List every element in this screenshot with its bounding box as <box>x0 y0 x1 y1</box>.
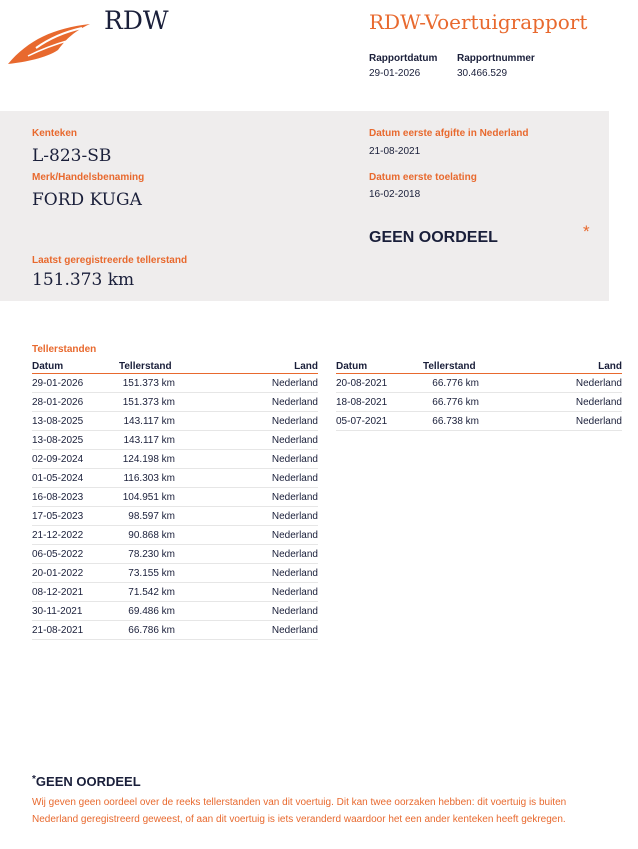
reading-date: 08-12-2021 <box>32 583 119 602</box>
reading-odometer: 66.786 km <box>119 621 219 640</box>
col-datum: Datum <box>336 359 423 374</box>
col-land: Land <box>523 359 622 374</box>
reading-country: Nederland <box>219 393 318 412</box>
reading-country: Nederland <box>219 431 318 450</box>
reading-country: Nederland <box>219 469 318 488</box>
reading-country: Nederland <box>523 412 622 431</box>
reading-date: 29-01-2026 <box>32 374 119 393</box>
col-land: Land <box>219 359 318 374</box>
reading-date: 16-08-2023 <box>32 488 119 507</box>
reading-date: 21-12-2022 <box>32 526 119 545</box>
table-row <box>32 621 318 640</box>
reading-odometer: 66.738 km <box>423 412 523 431</box>
brand-name: RDW <box>104 6 169 35</box>
reading-odometer: 66.776 km <box>423 393 523 412</box>
reading-country: Nederland <box>219 545 318 564</box>
footnote-title <box>32 774 141 789</box>
reading-country: Nederland <box>219 526 318 545</box>
reading-country: Nederland <box>219 583 318 602</box>
reading-date: 30-11-2021 <box>32 602 119 621</box>
last-odometer-label: Laatst geregistreerde tellerstand <box>32 255 188 266</box>
table-row <box>32 526 318 545</box>
first-nl-label: Datum eerste afgifte in Nederland <box>369 128 529 139</box>
reading-odometer: 151.373 km <box>119 374 219 393</box>
table-row <box>32 469 318 488</box>
last-odometer-value: 151.373 km <box>32 270 135 290</box>
reading-date: 28-01-2026 <box>32 393 119 412</box>
report-date-label: Rapportdatum <box>369 53 438 64</box>
table-header-row <box>32 359 318 374</box>
reading-date: 21-08-2021 <box>32 621 119 640</box>
report-date-block <box>369 53 437 79</box>
plate-label: Kenteken <box>32 128 78 139</box>
plate-value: L-823-SB <box>32 146 112 166</box>
table-row <box>32 488 318 507</box>
col-tellerstand: Tellerstand <box>423 359 523 374</box>
reading-country: Nederland <box>523 374 622 393</box>
table-row <box>32 412 318 431</box>
footnote-asterisk: * <box>32 774 36 785</box>
first-admission-label: Datum eerste toelating <box>369 172 477 183</box>
reading-odometer: 98.597 km <box>119 507 219 526</box>
readings-table-left <box>32 359 318 640</box>
reading-date: 20-08-2021 <box>336 374 423 393</box>
table-row <box>32 602 318 621</box>
reading-odometer: 71.542 km <box>119 583 219 602</box>
reading-country: Nederland <box>219 564 318 583</box>
reading-odometer: 143.117 km <box>119 412 219 431</box>
col-datum: Datum <box>32 359 119 374</box>
reading-odometer: 124.198 km <box>119 450 219 469</box>
reading-odometer: 69.486 km <box>119 602 219 621</box>
report-date: 29-01-2026 <box>369 68 421 79</box>
table-row <box>336 393 622 412</box>
reading-odometer: 116.303 km <box>119 469 219 488</box>
reading-odometer: 66.776 km <box>423 374 523 393</box>
reading-country: Nederland <box>219 621 318 640</box>
report-number-label: Rapportnummer <box>457 53 535 64</box>
reading-country: Nederland <box>219 488 318 507</box>
reading-date: 17-05-2023 <box>32 507 119 526</box>
footnote-text: Wij geven geen oordeel over de reeks tellerstanden van dit voertuig. Dit kan twee oorzaken hebben: dit voertuig is buiten Nederland geregistreerd geweest, of aan dit voertuig is iets veranderd waardoor het een ander kenteken heeft gekregen. <box>32 797 567 825</box>
make-value: FORD KUGA <box>32 190 142 210</box>
readings-table-right <box>336 359 622 431</box>
col-tellerstand: Tellerstand <box>119 359 219 374</box>
reading-odometer: 78.230 km <box>119 545 219 564</box>
reading-date: 02-09-2024 <box>32 450 119 469</box>
reading-date: 20-01-2022 <box>32 564 119 583</box>
report-number-block <box>457 53 535 79</box>
reading-country: Nederland <box>219 602 318 621</box>
report-title: RDW-Voertuigrapport <box>369 10 588 34</box>
rdw-logo-icon <box>6 18 92 66</box>
reading-odometer: 90.868 km <box>119 526 219 545</box>
make-label: Merk/Handelsbenaming <box>32 172 145 183</box>
reading-country: Nederland <box>219 374 318 393</box>
reading-country: Nederland <box>219 450 318 469</box>
table-row <box>32 545 318 564</box>
verdict: GEEN OORDEEL <box>369 229 498 246</box>
table-row <box>336 374 622 393</box>
reading-odometer: 73.155 km <box>119 564 219 583</box>
table-row <box>32 431 318 450</box>
reading-date: 13-08-2025 <box>32 412 119 431</box>
table-row <box>32 583 318 602</box>
reading-date: 06-05-2022 <box>32 545 119 564</box>
footnote-heading: GEEN OORDEEL <box>35 774 141 789</box>
reading-country: Nederland <box>219 412 318 431</box>
table-row <box>32 564 318 583</box>
first-nl-value: 21-08-2021 <box>369 146 421 157</box>
reading-date: 01-05-2024 <box>32 469 119 488</box>
table-row <box>336 412 622 431</box>
readings-section-title: Tellerstanden <box>32 344 97 355</box>
table-row <box>32 393 318 412</box>
reading-odometer: 104.951 km <box>119 488 219 507</box>
reading-country: Nederland <box>523 393 622 412</box>
reading-date: 13-08-2025 <box>32 431 119 450</box>
reading-odometer: 143.117 km <box>119 431 219 450</box>
table-row <box>32 374 318 393</box>
first-admission-value: 16-02-2018 <box>369 189 421 200</box>
reading-country: Nederland <box>219 507 318 526</box>
report-number: 30.466.529 <box>457 68 508 79</box>
verdict-asterisk: * <box>583 222 590 241</box>
table-row <box>32 450 318 469</box>
table-header-row <box>336 359 622 374</box>
reading-odometer: 151.373 km <box>119 393 219 412</box>
table-row <box>32 507 318 526</box>
reading-date: 05-07-2021 <box>336 412 423 431</box>
reading-date: 18-08-2021 <box>336 393 423 412</box>
